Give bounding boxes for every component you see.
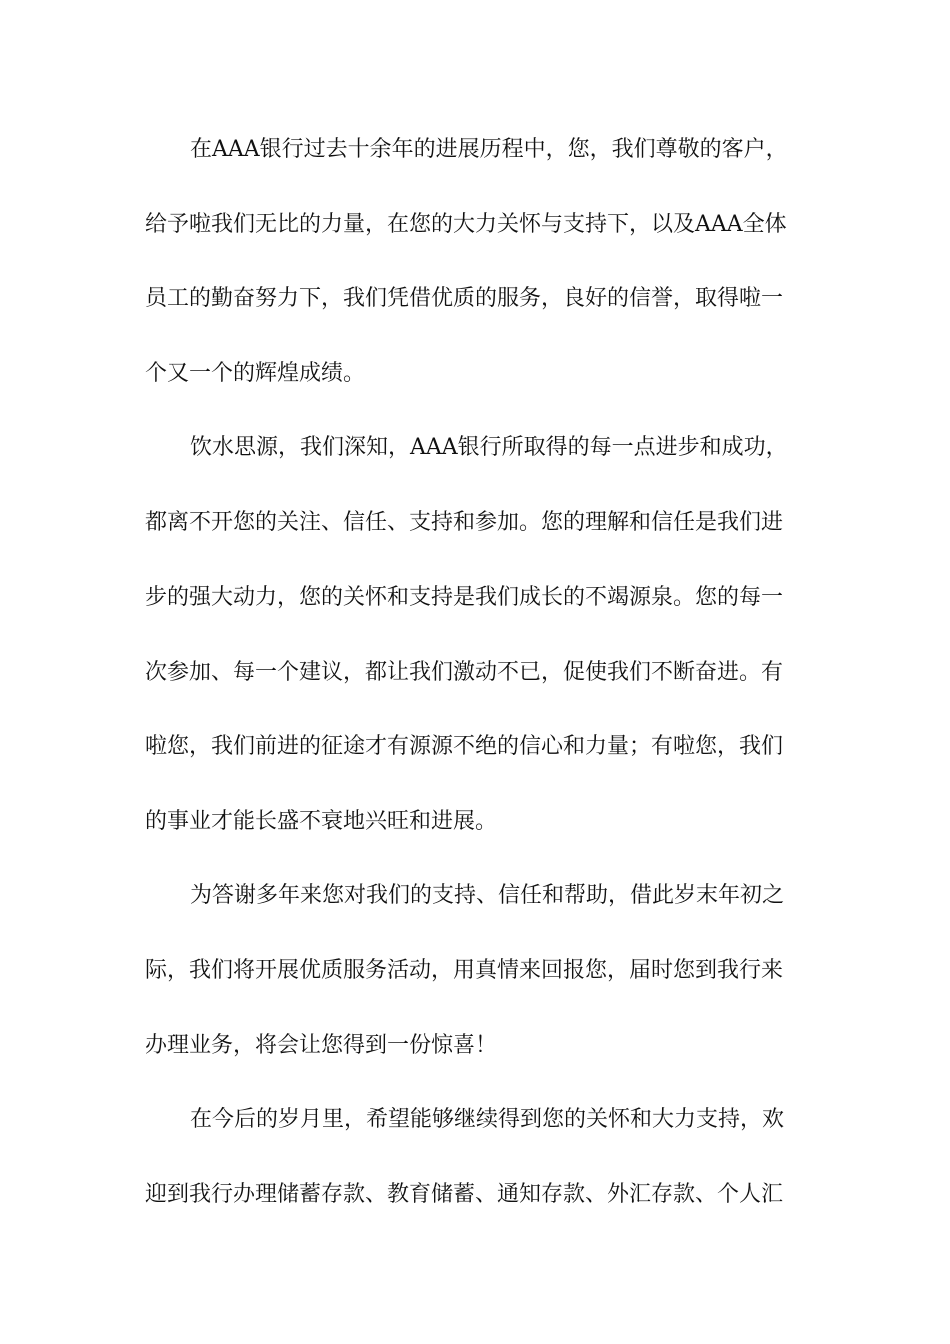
paragraph-1-line-4: 个又一个的辉煌成绩。 [145,361,366,386]
paragraph-2-line-3: 步的强大动力，您的关怀和支持是我们成长的不竭源泉。您的每一 [145,585,784,610]
paragraph-4-line-1: 在今后的岁月里，希望能够继续得到您的关怀和大力支持，欢 [190,1107,785,1132]
paragraph-3-line-3: 办理业务，将会让您得到一份惊喜！ [145,1033,498,1058]
paragraph-1-line-2: 给予啦我们无比的力量，在您的大力关怀与支持下，以及AAA全体 [145,212,787,237]
paragraph-2-line-4: 次参加、每一个建议，都让我们激动不已，促使我们不断奋进。有 [145,660,784,685]
paragraph-1-line-1: 在AAA银行过去十余年的进展历程中，您，我们尊敬的客户， [190,137,788,162]
paragraph-2-line-2: 都离不开您的关注、信任、支持和参加。您的理解和信任是我们进 [145,510,784,535]
paragraph-3-line-1: 为答谢多年来您对我们的支持、信任和帮助，借此岁末年初之 [190,883,785,908]
paragraph-2-line-5: 啦您，我们前进的征途才有源源不绝的信心和力量；有啦您，我们 [145,734,784,759]
paragraph-4-line-2: 迎到我行办理储蓄存款、教育储蓄、通知存款、外汇存款、个人汇 [145,1182,784,1207]
paragraph-2-line-6: 的事业才能长盛不衰地兴旺和进展。 [145,809,498,834]
paragraph-1-line-3: 员工的勤奋努力下，我们凭借优质的服务，良好的信誉，取得啦一 [145,286,784,311]
paragraph-3-line-2: 际，我们将开展优质服务活动，用真情来回报您，届时您到我行来 [145,958,784,983]
paragraph-2-line-1: 饮水思源，我们深知，AAA银行所取得的每一点进步和成功， [190,435,788,460]
